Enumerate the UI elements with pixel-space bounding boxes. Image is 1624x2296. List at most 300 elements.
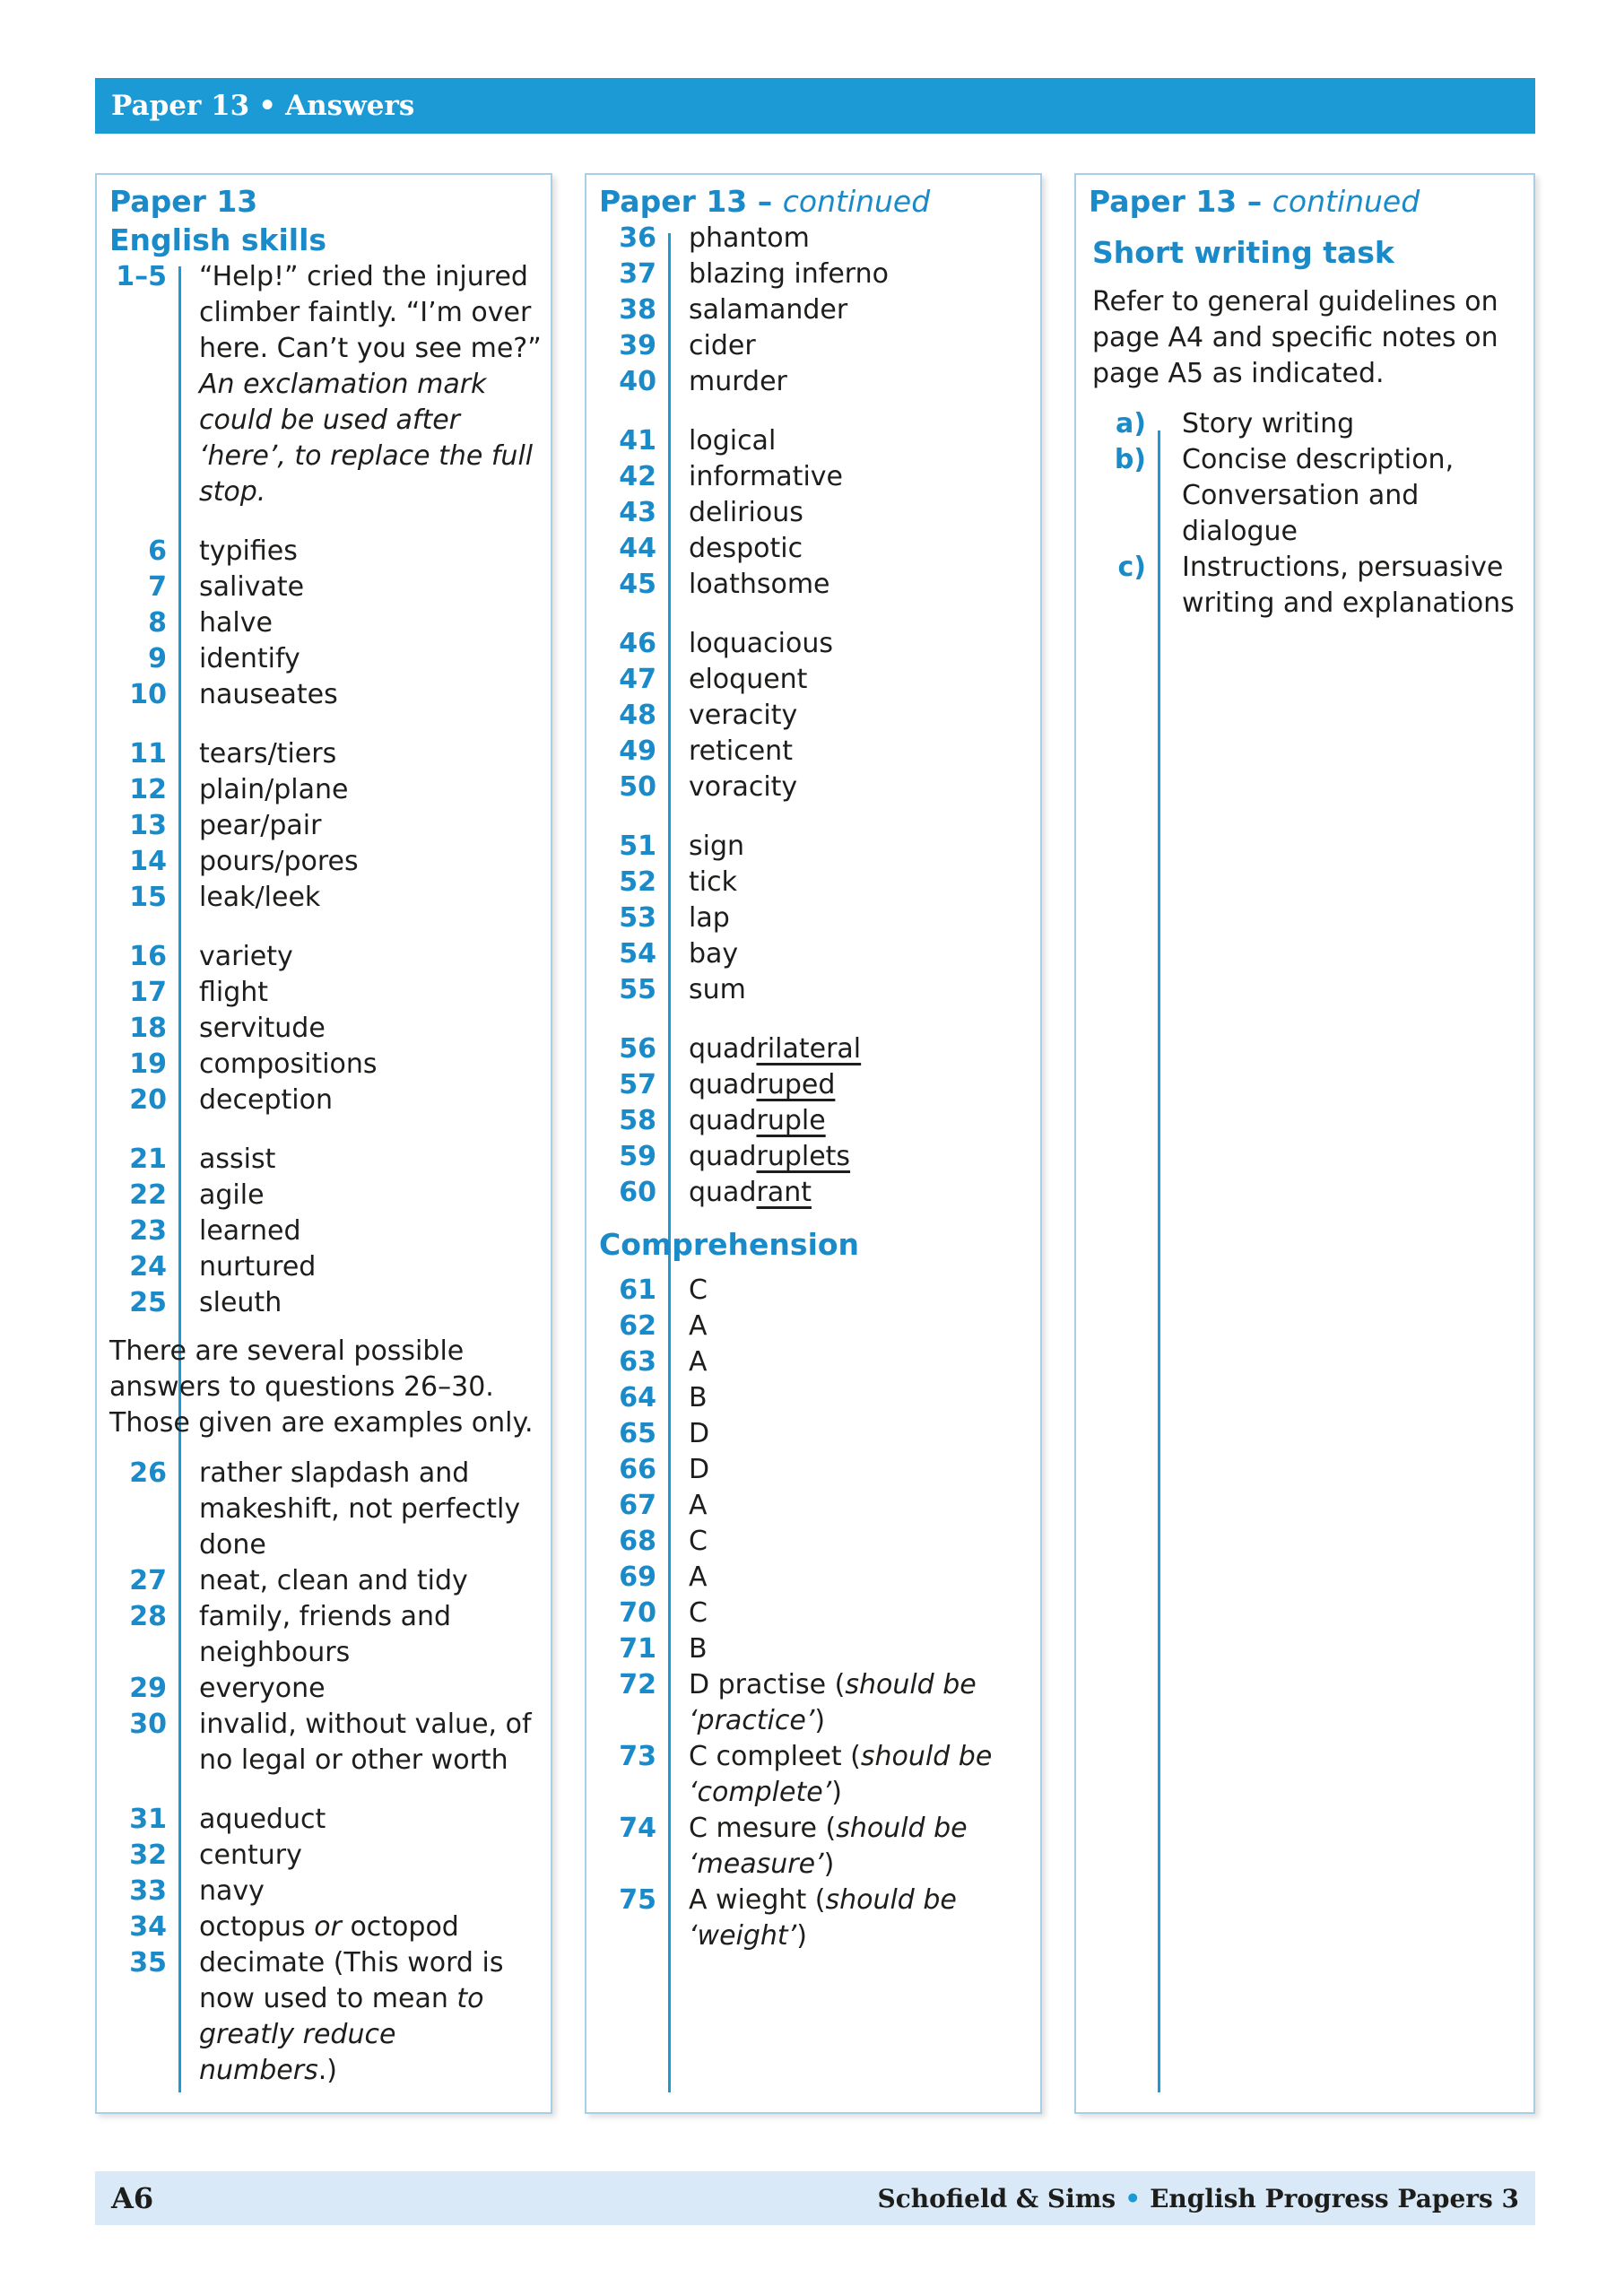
answer-fragment: nurtured xyxy=(199,1251,317,1283)
answer-item xyxy=(599,1344,1031,1380)
answer-text xyxy=(689,936,1031,972)
answer-item xyxy=(109,880,542,916)
question-number: 61 xyxy=(619,1274,656,1306)
answer-item xyxy=(109,534,542,570)
answer-item xyxy=(109,641,542,677)
question-number: 37 xyxy=(619,258,656,290)
answer-text xyxy=(199,1456,542,1563)
question-number: 18 xyxy=(129,1013,167,1044)
answer-text xyxy=(689,1031,1031,1067)
answer-text xyxy=(1182,550,1524,622)
question-number: 58 xyxy=(619,1105,656,1136)
answer-text xyxy=(689,829,1031,865)
answer-text xyxy=(689,1273,1031,1309)
question-number: 62 xyxy=(619,1310,656,1342)
answer-text xyxy=(199,1671,542,1707)
answer-fragment: .) xyxy=(317,2055,337,2086)
answer-fragment: plain/plane xyxy=(199,774,349,805)
group-spacer xyxy=(599,400,1031,423)
answer-fragment: everyone xyxy=(199,1673,326,1704)
answer-item xyxy=(599,257,1031,292)
answer-fragment: salamander xyxy=(689,294,848,326)
answer-item xyxy=(109,259,542,510)
comprehension-heading: Comprehension xyxy=(599,1227,860,1262)
answer-text xyxy=(199,844,542,880)
question-number: 65 xyxy=(619,1418,656,1449)
column-3-rule xyxy=(1158,430,1160,2092)
answer-text xyxy=(199,1178,542,1213)
question-number: b) xyxy=(1114,444,1146,475)
answer-item xyxy=(109,1142,542,1178)
question-number: 72 xyxy=(619,1669,656,1700)
answer-text xyxy=(689,734,1031,770)
question-number: 17 xyxy=(129,977,167,1008)
group-spacer xyxy=(109,916,542,939)
answer-fragment: assist xyxy=(199,1144,276,1175)
answer-text xyxy=(199,259,542,510)
answer-text xyxy=(689,292,1031,328)
answer-fragment: delirious xyxy=(689,497,803,528)
question-number: 15 xyxy=(129,882,167,913)
answer-fragment: ) xyxy=(823,1848,835,1880)
answer-fragment: ) xyxy=(831,1777,842,1808)
answers-column-2 xyxy=(585,173,1042,2114)
answer-text xyxy=(199,1707,542,1779)
answer-item xyxy=(599,221,1031,257)
answer-item xyxy=(599,495,1031,531)
question-number: 38 xyxy=(619,294,656,326)
answer-text xyxy=(199,939,542,975)
answer-text xyxy=(689,459,1031,495)
answer-text xyxy=(199,1802,542,1838)
examples-note: There are several possible answers to questions 26–30. Those given are examples only. xyxy=(109,1335,534,1439)
answer-fragment: Concise description, Conversation and dialogue xyxy=(1182,444,1455,547)
answer-text xyxy=(689,1309,1031,1344)
question-number: 13 xyxy=(129,810,167,841)
answer-item xyxy=(109,1838,542,1874)
group-spacer xyxy=(599,805,1031,829)
answer-text xyxy=(689,531,1031,567)
column-3-title-main: Paper 13 – xyxy=(1089,184,1272,219)
answer-text xyxy=(199,975,542,1011)
answer-item xyxy=(109,1178,542,1213)
answer-fragment: leak/leek xyxy=(199,882,321,913)
question-number: 40 xyxy=(619,366,656,397)
question-number: 12 xyxy=(129,774,167,805)
answer-item xyxy=(599,1103,1031,1139)
answer-item xyxy=(599,734,1031,770)
answer-text xyxy=(199,880,542,916)
answer-item xyxy=(599,531,1031,567)
answer-fragment: pear/pair xyxy=(199,810,322,841)
answer-fragment: loquacious xyxy=(689,628,833,659)
guidelines-note: Refer to general guidelines on page A4 and specific notes on page A5 as indicated. xyxy=(1092,286,1498,389)
answer-item xyxy=(109,1285,542,1321)
answer-fragment: sum xyxy=(689,974,746,1005)
answer-text xyxy=(199,1011,542,1047)
answer-fragment: sleuth xyxy=(199,1287,282,1318)
answer-text xyxy=(689,1560,1031,1596)
answer-item xyxy=(599,1631,1031,1667)
vocabulary-answers xyxy=(599,221,1031,1211)
answer-fragment: rather slapdash and makeshift, not perfectly done xyxy=(199,1457,521,1561)
question-number: 57 xyxy=(619,1069,656,1100)
question-number: 70 xyxy=(619,1597,656,1629)
question-number: 24 xyxy=(129,1251,167,1283)
page-header-bar xyxy=(95,78,1535,134)
answer-fragment: quad xyxy=(689,1105,757,1136)
answer-text xyxy=(689,364,1031,400)
answer-text xyxy=(689,1596,1031,1631)
question-number: 53 xyxy=(619,902,656,934)
question-number: 42 xyxy=(619,461,656,492)
column-2-title-continued: continued xyxy=(782,184,931,219)
answer-item xyxy=(109,1011,542,1047)
answer-item xyxy=(599,698,1031,734)
answer-item xyxy=(599,662,1031,698)
answer-item xyxy=(599,459,1031,495)
answer-fragment: B xyxy=(689,1633,708,1665)
answer-text xyxy=(199,808,542,844)
english-skills-answers-continued xyxy=(109,1456,542,2089)
answer-fragment: quad xyxy=(689,1177,757,1208)
question-number: 39 xyxy=(619,330,656,361)
answers-column-1 xyxy=(95,173,552,2114)
answer-fragment: family, friends and neighbours xyxy=(199,1601,452,1668)
answer-fragment: variety xyxy=(199,941,293,972)
footer-separator: • xyxy=(1125,2183,1142,2213)
question-number: 16 xyxy=(129,941,167,972)
answer-fragment: C xyxy=(689,1597,708,1629)
publisher-line xyxy=(877,2184,1519,2213)
answer-fragment: agile xyxy=(199,1179,265,1211)
answer-text xyxy=(199,534,542,570)
question-number: 66 xyxy=(619,1454,656,1485)
answer-text xyxy=(199,570,542,605)
answer-fragment: lap xyxy=(689,902,730,934)
answer-text xyxy=(199,736,542,772)
answer-item xyxy=(109,1707,542,1779)
answer-text xyxy=(689,1139,1031,1175)
answer-fragment: octopus xyxy=(199,1911,315,1943)
answer-item xyxy=(109,1599,542,1671)
answer-item xyxy=(109,1945,542,2089)
column-2-title xyxy=(599,182,1031,221)
answer-text xyxy=(689,257,1031,292)
answer-fragment: deception xyxy=(199,1084,333,1116)
answer-fragment: D practise ( xyxy=(689,1669,846,1700)
answer-item xyxy=(599,1739,1031,1811)
answer-fragment: reticent xyxy=(689,735,793,767)
answer-fragment: rilateral xyxy=(756,1033,862,1065)
answer-item xyxy=(109,1047,542,1083)
answer-fragment: quad xyxy=(689,1141,757,1172)
question-number: 26 xyxy=(129,1457,167,1489)
answer-text xyxy=(689,495,1031,531)
answer-text xyxy=(199,605,542,641)
answer-item xyxy=(109,1213,542,1249)
answer-text xyxy=(199,1249,542,1285)
question-number: 35 xyxy=(129,1947,167,1979)
answer-item xyxy=(109,1671,542,1707)
answer-item xyxy=(599,567,1031,603)
question-number: 30 xyxy=(129,1709,167,1740)
answer-fragment: blazing inferno xyxy=(689,258,889,290)
answer-item xyxy=(109,939,542,975)
question-number: 73 xyxy=(619,1741,656,1772)
question-number: 75 xyxy=(619,1884,656,1916)
answer-fragment: rant xyxy=(756,1177,812,1208)
question-number: 8 xyxy=(148,607,167,639)
header-separator: • xyxy=(258,90,277,122)
question-number: 9 xyxy=(148,643,167,674)
question-number: a) xyxy=(1116,408,1146,439)
answer-fragment: C xyxy=(689,1526,708,1557)
answer-fragment: learned xyxy=(199,1215,301,1247)
answer-text xyxy=(199,677,542,713)
column-3-title xyxy=(1089,182,1524,221)
question-number: 21 xyxy=(129,1144,167,1175)
answer-item xyxy=(599,770,1031,805)
answer-item xyxy=(599,1139,1031,1175)
answer-item xyxy=(109,1249,542,1285)
answer-text xyxy=(689,900,1031,936)
answer-item xyxy=(109,736,542,772)
answer-item xyxy=(599,1416,1031,1452)
group-spacer xyxy=(109,1118,542,1142)
answer-fragment: ruple xyxy=(756,1105,826,1136)
question-number: 34 xyxy=(129,1911,167,1943)
answer-fragment: A xyxy=(689,1346,708,1378)
question-number: 45 xyxy=(619,569,656,600)
answer-fragment: aqueduct xyxy=(199,1804,326,1835)
question-number: 33 xyxy=(129,1875,167,1907)
question-number: 31 xyxy=(129,1804,167,1835)
comprehension-answers xyxy=(599,1273,1031,1954)
question-number: 29 xyxy=(129,1673,167,1704)
answer-note: An exclamation mark could be used after ‘here’, to replace the full stop. xyxy=(199,369,534,508)
question-number: 54 xyxy=(619,938,656,970)
answer-fragment: navy xyxy=(199,1875,265,1907)
answer-text xyxy=(199,1142,542,1178)
answer-text xyxy=(199,1874,542,1909)
answer-text xyxy=(199,772,542,808)
answer-fragment: tick xyxy=(689,866,737,898)
answer-fragment: A xyxy=(689,1310,708,1342)
page-number: A6 xyxy=(111,2181,154,2215)
series-name: English Progress Papers 3 xyxy=(1150,2183,1519,2213)
question-number: 27 xyxy=(129,1565,167,1596)
answer-item xyxy=(599,1488,1031,1524)
answer-text xyxy=(199,1945,542,2089)
answer-item xyxy=(599,1309,1031,1344)
answer-item xyxy=(599,1524,1031,1560)
question-number: 32 xyxy=(129,1839,167,1871)
answer-text xyxy=(199,1599,542,1671)
english-skills-answers xyxy=(109,259,542,1321)
answer-text xyxy=(689,1452,1031,1488)
answer-text xyxy=(689,1416,1031,1452)
answer-fragment: flight xyxy=(199,977,269,1008)
answer-text xyxy=(689,1524,1031,1560)
question-number: 63 xyxy=(619,1346,656,1378)
answer-item xyxy=(599,936,1031,972)
question-number: 74 xyxy=(619,1813,656,1844)
group-spacer xyxy=(599,603,1031,626)
question-number: 56 xyxy=(619,1033,656,1065)
answer-text xyxy=(689,1380,1031,1416)
group-spacer xyxy=(109,1779,542,1802)
answer-fragment: D xyxy=(689,1454,710,1485)
answer-text xyxy=(689,972,1031,1008)
answer-item xyxy=(599,423,1031,459)
question-number: 48 xyxy=(619,700,656,731)
answer-item xyxy=(599,1596,1031,1631)
answer-item xyxy=(109,1563,542,1599)
question-number: 67 xyxy=(619,1490,656,1521)
answer-item xyxy=(109,975,542,1011)
answer-item xyxy=(599,1380,1031,1416)
answer-fragment: Instructions, persuasive writing and explanations xyxy=(1182,552,1515,619)
answer-text xyxy=(689,1488,1031,1524)
answer-fragment: ) xyxy=(796,1920,807,1952)
answer-text xyxy=(689,1739,1031,1811)
question-number: 1–5 xyxy=(116,261,167,292)
answer-item xyxy=(599,1811,1031,1883)
answer-fragment: cider xyxy=(689,330,756,361)
answer-fragment: octopod xyxy=(341,1911,459,1943)
answer-text xyxy=(689,328,1031,364)
answer-text xyxy=(689,1344,1031,1380)
answer-fragment: identify xyxy=(199,643,300,674)
answer-note: should be ‘weight’ xyxy=(689,1884,957,1952)
answer-fragment: A wieght ( xyxy=(689,1884,826,1916)
english-skills-heading: English skills xyxy=(109,222,327,257)
answer-item xyxy=(109,1909,542,1945)
question-number: 55 xyxy=(619,974,656,1005)
answer-text xyxy=(689,1631,1031,1667)
question-number: 36 xyxy=(619,222,656,254)
answer-item xyxy=(109,605,542,641)
answer-text xyxy=(199,1285,542,1321)
question-number: 52 xyxy=(619,866,656,898)
question-number: 49 xyxy=(619,735,656,767)
answer-item xyxy=(599,626,1031,662)
answer-text xyxy=(689,626,1031,662)
answer-fragment: invalid, without value, of no legal or other worth xyxy=(199,1709,532,1776)
answer-text xyxy=(1182,406,1524,442)
short-writing-task-heading: Short writing task xyxy=(1092,235,1394,270)
question-number: 6 xyxy=(148,535,167,567)
question-number: 68 xyxy=(619,1526,656,1557)
question-number: 50 xyxy=(619,771,656,803)
answer-fragment: decimate (This word is now used to mean xyxy=(199,1947,504,2014)
answer-item xyxy=(109,1802,542,1838)
question-number: 10 xyxy=(129,679,167,710)
answer-fragment: nauseates xyxy=(199,679,338,710)
answer-fragment: typifies xyxy=(199,535,298,567)
answer-fragment: loathsome xyxy=(689,569,830,600)
question-number: 46 xyxy=(619,628,656,659)
answer-fragment: neat, clean and tidy xyxy=(199,1565,468,1596)
answer-fragment: despotic xyxy=(689,533,803,564)
answer-fragment: ruped xyxy=(756,1069,836,1100)
answer-item xyxy=(599,364,1031,400)
answer-fragment: D xyxy=(689,1418,710,1449)
answer-item xyxy=(1089,550,1524,622)
answer-item xyxy=(109,677,542,713)
answer-fragment: sign xyxy=(689,831,745,862)
question-number: 20 xyxy=(129,1084,167,1116)
answer-fragment: pours/pores xyxy=(199,846,359,877)
answer-fragment: tears/tiers xyxy=(199,738,337,770)
answer-item xyxy=(599,865,1031,900)
answer-fragment: halve xyxy=(199,607,273,639)
question-number: 44 xyxy=(619,533,656,564)
answer-item xyxy=(599,1067,1031,1103)
answer-fragment: ruplets xyxy=(756,1141,851,1172)
answer-text xyxy=(689,1175,1031,1211)
answer-note: should be ‘complete’ xyxy=(689,1741,993,1808)
answer-text xyxy=(689,1883,1031,1954)
header-section-label: Answers xyxy=(285,90,415,122)
question-number: c) xyxy=(1117,552,1146,583)
header-paper-label: Paper 13 xyxy=(111,90,250,122)
answer-fragment: servitude xyxy=(199,1013,326,1044)
answer-fragment: voracity xyxy=(689,771,798,803)
answer-item xyxy=(109,1874,542,1909)
group-spacer xyxy=(109,510,542,534)
answer-note: or xyxy=(314,1911,342,1943)
answer-text xyxy=(689,770,1031,805)
column-3-title-continued: continued xyxy=(1272,184,1420,219)
answer-item xyxy=(599,829,1031,865)
answer-text xyxy=(689,1667,1031,1739)
question-number: 41 xyxy=(619,425,656,457)
question-number: 47 xyxy=(619,664,656,695)
answer-fragment: Story writing xyxy=(1182,408,1355,439)
answer-text xyxy=(689,567,1031,603)
answer-text xyxy=(199,641,542,677)
question-number: 25 xyxy=(129,1287,167,1318)
column-1-title: Paper 13 xyxy=(109,184,258,219)
answer-text xyxy=(689,1811,1031,1883)
answer-item xyxy=(599,1560,1031,1596)
question-number: 28 xyxy=(129,1601,167,1632)
question-number: 19 xyxy=(129,1048,167,1080)
answer-text xyxy=(689,662,1031,698)
answer-fragment: veracity xyxy=(689,700,798,731)
answer-item xyxy=(599,1667,1031,1739)
answer-text xyxy=(199,1047,542,1083)
answer-item xyxy=(599,1031,1031,1067)
answer-text xyxy=(199,1909,542,1945)
answer-fragment: C mesure ( xyxy=(689,1813,837,1844)
answer-text xyxy=(199,1563,542,1599)
answer-fragment: informative xyxy=(689,461,843,492)
answer-fragment: salivate xyxy=(199,571,305,603)
answer-item xyxy=(109,808,542,844)
answer-item xyxy=(599,900,1031,936)
answer-fragment: quad xyxy=(689,1069,757,1100)
answer-fragment: compositions xyxy=(199,1048,378,1080)
answer-text xyxy=(199,1213,542,1249)
answer-fragment: A xyxy=(689,1561,708,1593)
page-footer-bar xyxy=(95,2171,1535,2225)
answer-note: should be ‘practice’ xyxy=(689,1669,977,1736)
question-number: 22 xyxy=(129,1179,167,1211)
answer-fragment: logical xyxy=(689,425,777,457)
